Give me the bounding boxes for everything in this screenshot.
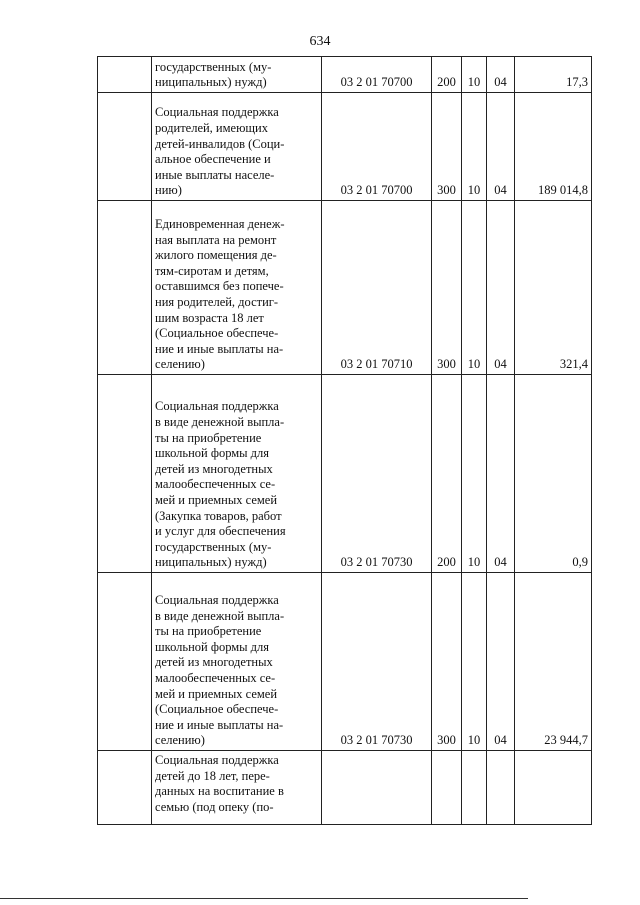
subsection-cell: 04 bbox=[487, 573, 515, 751]
description-line: детей из многодетных bbox=[155, 655, 273, 670]
amount-cell bbox=[515, 751, 592, 825]
description-line: малообеспеченных се- bbox=[155, 671, 276, 686]
table-row bbox=[98, 751, 592, 825]
target-article-code-cell: 03 2 01 70730 bbox=[322, 573, 432, 751]
description-line: в виде денежной выпла- bbox=[155, 415, 285, 430]
subsection-cell: 04 bbox=[487, 57, 515, 93]
description-line: Социальная поддержка bbox=[155, 105, 279, 120]
description-line: школьной формы для bbox=[155, 639, 270, 654]
section-cell: 10 bbox=[462, 93, 487, 201]
amount-cell: 321,4 bbox=[515, 201, 592, 375]
subsection-cell: 04 bbox=[487, 375, 515, 573]
target-article-code-cell bbox=[322, 751, 432, 825]
description-cell bbox=[152, 93, 322, 201]
footer-divider bbox=[0, 898, 528, 899]
description-line: (Закупка товаров, работ bbox=[155, 508, 282, 523]
description-line: мей и приемных семей bbox=[155, 686, 278, 701]
description-line: жилого помещения де- bbox=[155, 248, 277, 263]
empty-number-cell bbox=[98, 201, 152, 375]
amount-cell: 189 014,8 bbox=[515, 93, 592, 201]
table-row bbox=[98, 201, 592, 375]
description-line: школьной формы для bbox=[155, 446, 270, 461]
table-row bbox=[98, 375, 592, 573]
subsection-cell: 04 bbox=[487, 201, 515, 375]
description-line: селению) bbox=[155, 357, 205, 372]
description-line: Социальная поддержка bbox=[155, 753, 279, 767]
amount-cell: 23 944,7 bbox=[515, 573, 592, 751]
description-line: ная выплата на ремонт bbox=[155, 232, 277, 247]
description-line: Социальная поддержка bbox=[155, 399, 279, 414]
description-line: ния родителей, достиг- bbox=[155, 295, 279, 310]
expense-type-cell bbox=[432, 751, 462, 825]
description-cell bbox=[152, 751, 322, 825]
description-line: селению) bbox=[155, 733, 205, 748]
description-cell bbox=[152, 375, 322, 573]
description-line: государственных (му- bbox=[155, 539, 272, 554]
description-line: Социальная поддержка bbox=[155, 593, 279, 608]
description-line: семью (под опеку (по- bbox=[155, 799, 274, 814]
description-line: ты на приобретение bbox=[155, 430, 262, 445]
target-article-code-cell: 03 2 01 70700 bbox=[322, 93, 432, 201]
description-line: родителей, имеющих bbox=[155, 121, 268, 136]
description-line: ние и иные выплаты на- bbox=[155, 717, 284, 732]
description-line: (Социальное обеспече- bbox=[155, 702, 279, 717]
budget-table bbox=[97, 56, 592, 825]
description-line: нию) bbox=[155, 183, 182, 198]
description-line: (Социальное обеспече- bbox=[155, 326, 279, 341]
expense-type-cell: 300 bbox=[432, 93, 462, 201]
description-line: ниципальных) нужд) bbox=[155, 555, 267, 570]
amount-cell: 0,9 bbox=[515, 375, 592, 573]
description-line: данных на воспитание в bbox=[155, 784, 284, 799]
subsection-cell: 04 bbox=[487, 93, 515, 201]
target-article-code-cell: 03 2 01 70700 bbox=[322, 57, 432, 93]
description-line: тям-сиротам и детям, bbox=[155, 263, 269, 278]
description-line: государственных (му- bbox=[155, 59, 272, 74]
expense-type-cell: 200 bbox=[432, 57, 462, 93]
table-row bbox=[98, 57, 592, 93]
description-line: ние и иные выплаты на- bbox=[155, 341, 284, 356]
description-cell bbox=[152, 201, 322, 375]
empty-number-cell bbox=[98, 93, 152, 201]
description-line: детей до 18 лет, пере- bbox=[155, 768, 270, 783]
description-line: ты на приобретение bbox=[155, 624, 262, 639]
page-number: 634 bbox=[309, 34, 331, 49]
description-line: ниципальных) нужд) bbox=[155, 75, 267, 90]
expense-type-cell: 300 bbox=[432, 201, 462, 375]
description-line: оставшимся без попече- bbox=[155, 279, 284, 294]
description-line: малообеспеченных се- bbox=[155, 477, 276, 492]
budget-table-body bbox=[98, 57, 592, 825]
description-line: мей и приемных семей bbox=[155, 493, 278, 508]
target-article-code-cell: 03 2 01 70710 bbox=[322, 201, 432, 375]
empty-number-cell bbox=[98, 751, 152, 825]
expense-type-cell: 300 bbox=[432, 573, 462, 751]
description-line: детей из многодетных bbox=[155, 461, 273, 476]
description-line: альное обеспечение и bbox=[155, 152, 271, 167]
section-cell: 10 bbox=[462, 573, 487, 751]
description-line: и услуг для обеспечения bbox=[155, 524, 286, 539]
empty-number-cell bbox=[98, 573, 152, 751]
description-cell bbox=[152, 57, 322, 93]
expense-type-cell: 200 bbox=[432, 375, 462, 573]
section-cell: 10 bbox=[462, 375, 487, 573]
description-line: в виде денежной выпла- bbox=[155, 608, 285, 623]
description-line: детей-инвалидов (Соци- bbox=[155, 136, 285, 151]
empty-number-cell bbox=[98, 57, 152, 93]
table-row bbox=[98, 93, 592, 201]
amount-cell: 17,3 bbox=[515, 57, 592, 93]
section-cell bbox=[462, 751, 487, 825]
empty-number-cell bbox=[98, 375, 152, 573]
target-article-code-cell: 03 2 01 70730 bbox=[322, 375, 432, 573]
description-line: шим возраста 18 лет bbox=[155, 310, 264, 325]
description-line: иные выплаты населе- bbox=[155, 167, 275, 182]
subsection-cell bbox=[487, 751, 515, 825]
table-row bbox=[98, 573, 592, 751]
description-cell bbox=[152, 573, 322, 751]
section-cell: 10 bbox=[462, 201, 487, 375]
description-line: Единовременная денеж- bbox=[155, 217, 285, 232]
section-cell: 10 bbox=[462, 57, 487, 93]
